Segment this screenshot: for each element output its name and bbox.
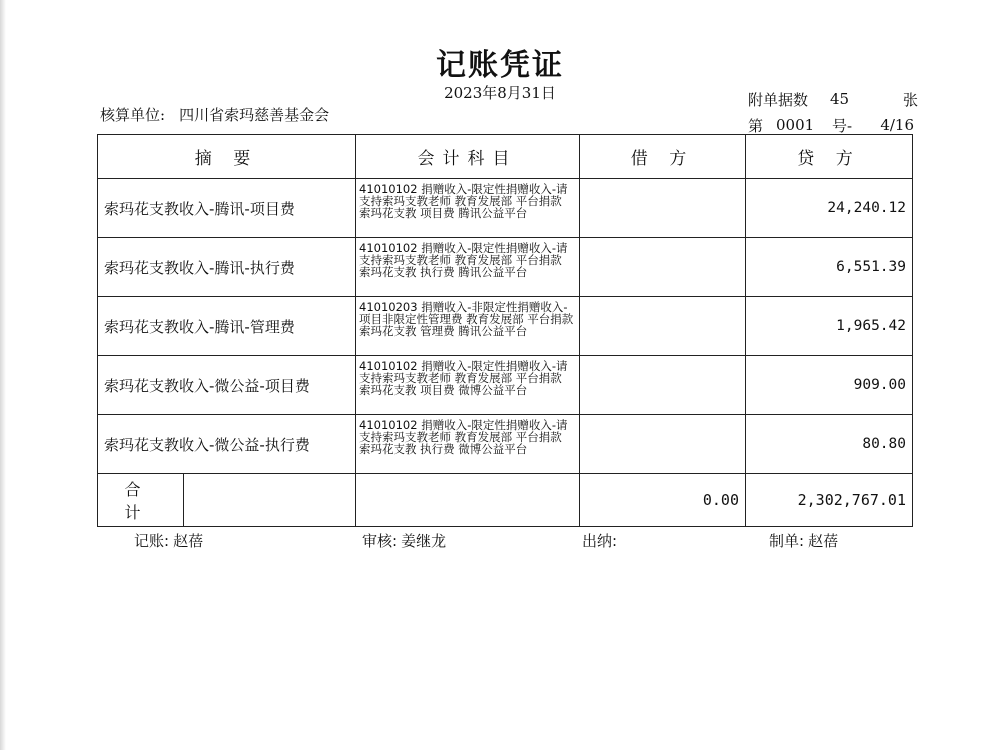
row-credit: 24,240.12 [746, 179, 913, 238]
row-summary: 索玛花支教收入-腾讯-管理费 [98, 297, 356, 356]
row-summary: 索玛花支教收入-腾讯-项目费 [98, 179, 356, 238]
table-row [98, 356, 913, 415]
bookkeeper-label: 记账: [134, 532, 170, 550]
total-row [98, 474, 913, 527]
row-debit [580, 179, 746, 238]
voucher-title: 记账凭证 [436, 48, 564, 83]
total-label: 合 计 [98, 474, 184, 526]
table-row [98, 238, 913, 297]
accounting-unit-label: 核算单位: [100, 106, 166, 124]
voucher-meta [748, 86, 918, 138]
table-row [98, 297, 913, 356]
reviewer-name: 姜继龙 [401, 532, 447, 550]
bookkeeper-signature [134, 530, 203, 551]
row-debit [580, 238, 746, 297]
total-debit: 0.00 [580, 474, 746, 527]
voucher-number: 0001 [776, 116, 815, 134]
row-summary: 索玛花支教收入-腾讯-执行费 [98, 238, 356, 297]
preparer-name: 赵蓓 [808, 532, 839, 550]
voucher-page: 4/16 [880, 116, 914, 134]
row-credit: 80.80 [746, 415, 913, 474]
accounting-unit [100, 104, 329, 125]
attachment-label: 附单据数 [748, 90, 809, 109]
row-account: 41010102 捐赠收入-限定性捐赠收入-请支持索玛支教老师 教育发展部 平台捐款 索玛花支教 执行费 微博公益平台 [356, 415, 580, 474]
column-header-account: 会计科目 [356, 135, 580, 179]
row-debit [580, 415, 746, 474]
column-header-debit: 借 方 [580, 135, 746, 179]
total-credit: 2,302,767.01 [746, 474, 913, 527]
table-header-row [98, 135, 913, 179]
row-credit: 1,965.42 [746, 297, 913, 356]
table-row [98, 179, 913, 238]
column-header-summary: 摘 要 [98, 135, 356, 179]
attachment-count-row [748, 86, 918, 112]
total-account [356, 474, 580, 527]
row-summary: 索玛花支教收入-微公益-执行费 [98, 415, 356, 474]
voucher-number-prefix: 第 [748, 116, 764, 135]
row-account: 41010203 捐赠收入-非限定性捐赠收入-项目非限定性管理费 教育发展部 平台捐款 索玛花支教 管理费 腾讯公益平台 [356, 297, 580, 356]
attachment-count: 45 [830, 90, 850, 108]
voucher-number-suffix: 号- [832, 116, 853, 135]
preparer-label: 制单: [769, 532, 805, 550]
row-account: 41010102 捐赠收入-限定性捐赠收入-请支持索玛支教老师 教育发展部 平台捐款 索玛花支教 执行费 腾讯公益平台 [356, 238, 580, 297]
cashier-signature [582, 530, 621, 551]
voucher-date: 2023年8月31日 [444, 84, 556, 102]
column-header-credit: 贷 方 [746, 135, 913, 179]
reviewer-signature [362, 530, 446, 551]
row-credit: 6,551.39 [746, 238, 913, 297]
reviewer-label: 审核: [362, 532, 398, 550]
accounting-unit-name: 四川省索玛慈善基金会 [179, 106, 330, 124]
row-debit [580, 356, 746, 415]
total-label-cell [98, 474, 356, 527]
row-debit [580, 297, 746, 356]
total-blank [184, 474, 355, 526]
cashier-label: 出纳: [582, 532, 618, 550]
table-row [98, 415, 913, 474]
preparer-signature [769, 530, 838, 551]
voucher-table [97, 134, 913, 527]
row-summary: 索玛花支教收入-微公益-项目费 [98, 356, 356, 415]
attachment-unit: 张 [902, 90, 918, 109]
row-account: 41010102 捐赠收入-限定性捐赠收入-请支持索玛支教老师 教育发展部 平台捐款 索玛花支教 项目费 腾讯公益平台 [356, 179, 580, 238]
row-account: 41010102 捐赠收入-限定性捐赠收入-请支持索玛支教老师 教育发展部 平台捐款 索玛花支教 项目费 微博公益平台 [356, 356, 580, 415]
row-credit: 909.00 [746, 356, 913, 415]
scan-edge [0, 0, 6, 750]
bookkeeper-name: 赵蓓 [173, 532, 204, 550]
